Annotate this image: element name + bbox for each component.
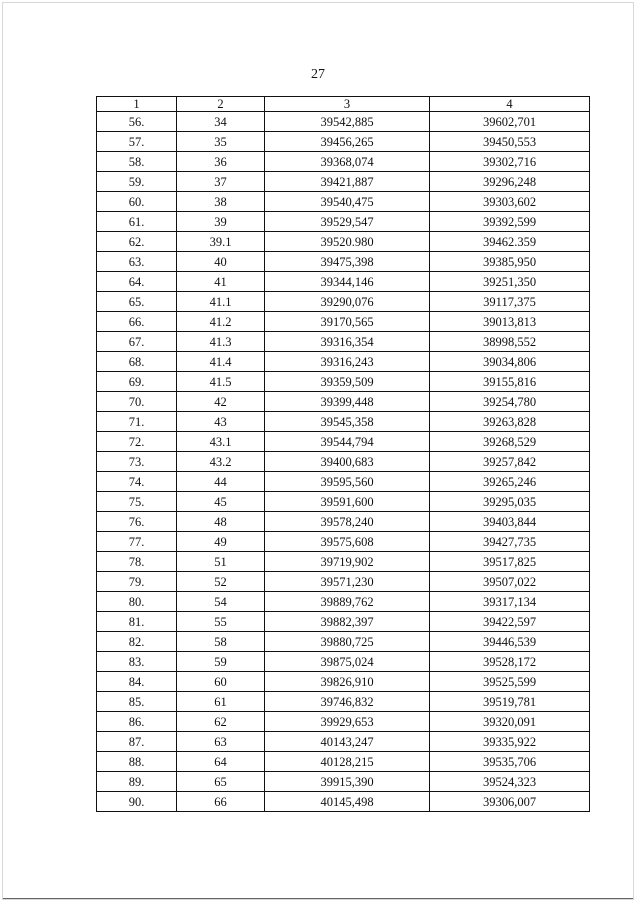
table-row [97, 472, 590, 492]
coordinate-y-cell: 39251,350 [430, 272, 590, 292]
coordinate-y-cell: 39507,022 [430, 572, 590, 592]
row-number-cell: 83. [97, 652, 177, 672]
column-header-3: 3 [265, 97, 430, 112]
page-number: 27 [311, 67, 325, 82]
table-row [97, 272, 590, 292]
coordinate-x-cell: 39889,762 [265, 592, 430, 612]
point-number-cell: 39.1 [177, 232, 265, 252]
coordinate-x-cell: 39578,240 [265, 512, 430, 532]
point-number-cell: 44 [177, 472, 265, 492]
table-row [97, 212, 590, 232]
row-number-cell: 86. [97, 712, 177, 732]
coordinate-y-cell: 39306,007 [430, 792, 590, 812]
point-number-cell: 59 [177, 652, 265, 672]
coordinate-x-cell: 39399,448 [265, 392, 430, 412]
column-header-1: 1 [97, 97, 177, 112]
coordinate-x-cell: 39595,560 [265, 472, 430, 492]
page-bottom-rule [3, 898, 633, 899]
coordinate-y-cell: 39462.359 [430, 232, 590, 252]
table-row [97, 552, 590, 572]
table-row [97, 132, 590, 152]
coordinate-x-cell: 39915,390 [265, 772, 430, 792]
coordinate-y-cell: 39519,781 [430, 692, 590, 712]
coordinate-x-cell: 39421,887 [265, 172, 430, 192]
table-row [97, 652, 590, 672]
coordinate-x-cell: 39542,885 [265, 112, 430, 132]
table-row [97, 732, 590, 752]
point-number-cell: 41 [177, 272, 265, 292]
coordinate-x-cell: 39540,475 [265, 192, 430, 212]
table-row [97, 512, 590, 532]
coordinate-y-cell: 39295,035 [430, 492, 590, 512]
point-number-cell: 63 [177, 732, 265, 752]
row-number-cell: 89. [97, 772, 177, 792]
coordinate-y-cell: 39602,701 [430, 112, 590, 132]
point-number-cell: 55 [177, 612, 265, 632]
coordinate-y-cell: 38998,552 [430, 332, 590, 352]
table-row [97, 672, 590, 692]
table-row [97, 612, 590, 632]
table-row [97, 252, 590, 272]
coordinate-x-cell: 39929,653 [265, 712, 430, 732]
table-row [97, 452, 590, 472]
point-number-cell: 61 [177, 692, 265, 712]
point-number-cell: 43.1 [177, 432, 265, 452]
point-number-cell: 39 [177, 212, 265, 232]
table-body [97, 112, 590, 812]
point-number-cell: 41.1 [177, 292, 265, 312]
coordinate-y-cell: 39265,246 [430, 472, 590, 492]
row-number-cell: 74. [97, 472, 177, 492]
document-page [2, 2, 634, 900]
coordinate-x-cell: 39359,509 [265, 372, 430, 392]
row-number-cell: 76. [97, 512, 177, 532]
row-number-cell: 79. [97, 572, 177, 592]
row-number-cell: 67. [97, 332, 177, 352]
coordinate-x-cell: 39719,902 [265, 552, 430, 572]
row-number-cell: 57. [97, 132, 177, 152]
table-row [97, 412, 590, 432]
row-number-cell: 85. [97, 692, 177, 712]
table-row [97, 112, 590, 132]
row-number-cell: 71. [97, 412, 177, 432]
point-number-cell: 37 [177, 172, 265, 192]
point-number-cell: 41.3 [177, 332, 265, 352]
table-row [97, 432, 590, 452]
coordinate-y-cell: 39392,599 [430, 212, 590, 232]
row-number-cell: 75. [97, 492, 177, 512]
coordinate-x-cell: 39826,910 [265, 672, 430, 692]
coordinate-x-cell: 39575,608 [265, 532, 430, 552]
point-number-cell: 54 [177, 592, 265, 612]
point-number-cell: 58 [177, 632, 265, 652]
coordinate-y-cell: 39535,706 [430, 752, 590, 772]
table-row [97, 572, 590, 592]
row-number-cell: 87. [97, 732, 177, 752]
coordinate-y-cell: 39155,816 [430, 372, 590, 392]
coordinate-x-cell: 39544,794 [265, 432, 430, 452]
point-number-cell: 60 [177, 672, 265, 692]
table-row [97, 712, 590, 732]
table-row [97, 532, 590, 552]
coordinate-y-cell: 39296,248 [430, 172, 590, 192]
row-number-cell: 81. [97, 612, 177, 632]
point-number-cell: 34 [177, 112, 265, 132]
coordinate-x-cell: 39475,398 [265, 252, 430, 272]
coordinate-x-cell: 39316,354 [265, 332, 430, 352]
table-row [97, 692, 590, 712]
coordinate-x-cell: 39591,600 [265, 492, 430, 512]
coordinate-y-cell: 39302,716 [430, 152, 590, 172]
row-number-cell: 82. [97, 632, 177, 652]
row-number-cell: 77. [97, 532, 177, 552]
row-number-cell: 61. [97, 212, 177, 232]
row-number-cell: 84. [97, 672, 177, 692]
table-row [97, 292, 590, 312]
row-number-cell: 63. [97, 252, 177, 272]
point-number-cell: 51 [177, 552, 265, 572]
coordinate-x-cell: 39529,547 [265, 212, 430, 232]
row-number-cell: 60. [97, 192, 177, 212]
coordinate-x-cell: 39880,725 [265, 632, 430, 652]
coordinate-x-cell: 39316,243 [265, 352, 430, 372]
row-number-cell: 88. [97, 752, 177, 772]
table-row [97, 752, 590, 772]
coordinate-y-cell: 39013,813 [430, 312, 590, 332]
coordinate-x-cell: 40145,498 [265, 792, 430, 812]
coordinate-y-cell: 39528,172 [430, 652, 590, 672]
coordinate-y-cell: 39525,599 [430, 672, 590, 692]
coordinate-x-cell: 39571,230 [265, 572, 430, 592]
coordinate-x-cell: 39368,074 [265, 152, 430, 172]
coordinate-y-cell: 39320,091 [430, 712, 590, 732]
coordinate-x-cell: 39520.980 [265, 232, 430, 252]
row-number-cell: 72. [97, 432, 177, 452]
point-number-cell: 49 [177, 532, 265, 552]
table-header-row [97, 97, 590, 112]
coordinate-x-cell: 39290,076 [265, 292, 430, 312]
coordinates-table [96, 96, 590, 812]
coordinate-x-cell: 39545,358 [265, 412, 430, 432]
table-row [97, 772, 590, 792]
coordinate-y-cell: 39268,529 [430, 432, 590, 452]
coordinate-y-cell: 39034,806 [430, 352, 590, 372]
row-number-cell: 56. [97, 112, 177, 132]
point-number-cell: 43.2 [177, 452, 265, 472]
point-number-cell: 64 [177, 752, 265, 772]
coordinate-x-cell: 39746,832 [265, 692, 430, 712]
table-row [97, 232, 590, 252]
point-number-cell: 38 [177, 192, 265, 212]
point-number-cell: 35 [177, 132, 265, 152]
point-number-cell: 36 [177, 152, 265, 172]
coordinate-y-cell: 39427,735 [430, 532, 590, 552]
row-number-cell: 78. [97, 552, 177, 572]
coordinate-y-cell: 39385,950 [430, 252, 590, 272]
row-number-cell: 59. [97, 172, 177, 192]
coordinate-x-cell: 39882,397 [265, 612, 430, 632]
row-number-cell: 80. [97, 592, 177, 612]
table-row [97, 352, 590, 372]
row-number-cell: 65. [97, 292, 177, 312]
coordinate-y-cell: 39257,842 [430, 452, 590, 472]
table-row [97, 152, 590, 172]
point-number-cell: 48 [177, 512, 265, 532]
table-row [97, 312, 590, 332]
row-number-cell: 90. [97, 792, 177, 812]
table-row [97, 632, 590, 652]
coordinate-y-cell: 39254,780 [430, 392, 590, 412]
coordinate-y-cell: 39450,553 [430, 132, 590, 152]
coordinate-y-cell: 39524,323 [430, 772, 590, 792]
coordinate-y-cell: 39403,844 [430, 512, 590, 532]
coordinate-y-cell: 39317,134 [430, 592, 590, 612]
table-row [97, 592, 590, 612]
coordinate-x-cell: 39875,024 [265, 652, 430, 672]
column-header-2: 2 [177, 97, 265, 112]
point-number-cell: 41.5 [177, 372, 265, 392]
point-number-cell: 65 [177, 772, 265, 792]
row-number-cell: 62. [97, 232, 177, 252]
table-row [97, 332, 590, 352]
table-row [97, 192, 590, 212]
table-row [97, 392, 590, 412]
point-number-cell: 42 [177, 392, 265, 412]
row-number-cell: 58. [97, 152, 177, 172]
table-row [97, 372, 590, 392]
coordinate-x-cell: 40128,215 [265, 752, 430, 772]
coordinate-x-cell: 39170,565 [265, 312, 430, 332]
point-number-cell: 41.4 [177, 352, 265, 372]
coordinate-y-cell: 39117,375 [430, 292, 590, 312]
row-number-cell: 64. [97, 272, 177, 292]
table-row [97, 172, 590, 192]
coordinate-x-cell: 39456,265 [265, 132, 430, 152]
column-header-4: 4 [430, 97, 590, 112]
row-number-cell: 66. [97, 312, 177, 332]
coordinate-y-cell: 39263,828 [430, 412, 590, 432]
table-row [97, 492, 590, 512]
point-number-cell: 62 [177, 712, 265, 732]
row-number-cell: 70. [97, 392, 177, 412]
coordinate-y-cell: 39517,825 [430, 552, 590, 572]
point-number-cell: 52 [177, 572, 265, 592]
coordinate-x-cell: 40143,247 [265, 732, 430, 752]
row-number-cell: 69. [97, 372, 177, 392]
point-number-cell: 41.2 [177, 312, 265, 332]
coordinate-x-cell: 39344,146 [265, 272, 430, 292]
coordinate-y-cell: 39446,539 [430, 632, 590, 652]
point-number-cell: 66 [177, 792, 265, 812]
coordinate-y-cell: 39303,602 [430, 192, 590, 212]
row-number-cell: 73. [97, 452, 177, 472]
point-number-cell: 45 [177, 492, 265, 512]
point-number-cell: 40 [177, 252, 265, 272]
table-row [97, 792, 590, 812]
coordinate-y-cell: 39422,597 [430, 612, 590, 632]
row-number-cell: 68. [97, 352, 177, 372]
coordinate-x-cell: 39400,683 [265, 452, 430, 472]
point-number-cell: 43 [177, 412, 265, 432]
coordinate-y-cell: 39335,922 [430, 732, 590, 752]
